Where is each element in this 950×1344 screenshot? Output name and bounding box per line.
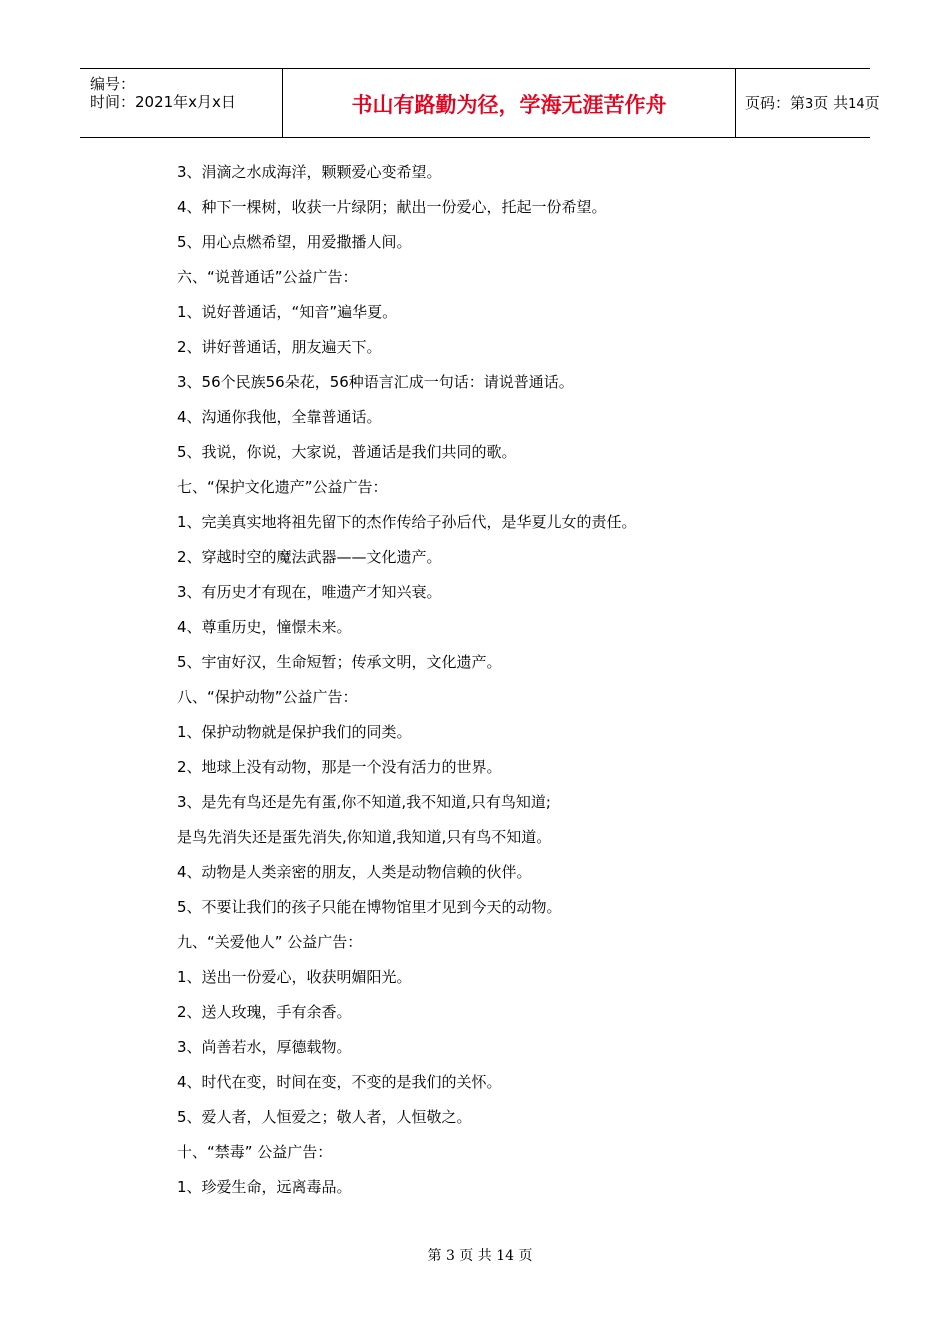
text-line: 2、地球上没有动物，那是一个没有活力的世界。: [177, 758, 502, 776]
text-line: 5、我说，你说，大家说，普通话是我们共同的歌。: [177, 443, 517, 461]
page-prefix: 页码：第: [745, 94, 806, 112]
text-line: 4、时代在变，时间在变，不变的是我们的关怀。: [177, 1073, 502, 1091]
text-line: 1、送出一份爱心，收获明媚阳光。: [177, 968, 412, 986]
section-heading: 六、“说普通话”公益广告：: [177, 268, 358, 286]
header-motto: 书山有路勤为径，学海无涯苦作舟: [351, 92, 667, 117]
section-heading: 七、“保护文化遗产”公益广告：: [177, 478, 388, 496]
header-motto-cell: [282, 69, 736, 137]
text-line: 3、涓滴之水成海洋，颗颗爱心变希望。: [177, 163, 442, 181]
page-current: 3: [805, 97, 814, 112]
header-page-cell: [735, 69, 880, 137]
page-footer: 第 3 页 共 14 页: [427, 1248, 533, 1264]
text-line: 1、说好普通话，“知音”遍华夏。: [177, 303, 398, 321]
document-body: [177, 160, 867, 1210]
text-line: 2、讲好普通话，朋友遍天下。: [177, 338, 382, 356]
text-line: 3、56个民族56朵花，56种语言汇成一句话：请说普通话。: [177, 373, 574, 391]
document-number-label: 编号：: [90, 75, 136, 93]
section-heading: 八、“保护动物”公益广告：: [177, 688, 358, 706]
text-line: 3、有历史才有现在，唯遗产才知兴衰。: [177, 583, 442, 601]
text-line: 1、完美真实地将祖先留下的杰作传给子孙后代，是华夏儿女的责任。: [177, 513, 637, 531]
text-line: 3、尚善若水，厚德载物。: [177, 1038, 352, 1056]
section-heading: 九、“关爱他人” 公益广告：: [177, 933, 363, 951]
text-line: 2、穿越时空的魔法武器——文化遗产。: [177, 548, 442, 566]
page-total: 14: [848, 97, 865, 112]
page-suffix: 页: [864, 94, 880, 112]
text-line: 4、尊重历史，憧憬未来。: [177, 618, 352, 636]
text-line: 5、爱人者，人恒爱之；敬人者，人恒敬之。: [177, 1108, 472, 1126]
header-meta-cell: [80, 69, 282, 137]
section-heading: 十、“禁毒” 公益广告：: [177, 1143, 333, 1161]
text-line: 5、不要让我们的孩子只能在博物馆里才见到今天的动物。: [177, 898, 562, 916]
text-line: 是鸟先消失还是蛋先消失,你知道,我知道,只有鸟不知道。: [177, 828, 552, 846]
text-line: 5、用心点燃希望，用爱撒播人间。: [177, 233, 412, 251]
page-header: [80, 68, 880, 138]
text-line: 2、送人玫瑰，手有余香。: [177, 1003, 352, 1021]
document-time-label: 时间：2021年x月x日: [90, 93, 236, 111]
text-line: 1、珍爱生命，远离毒品。: [177, 1178, 352, 1196]
page-mid: 页 共: [813, 94, 849, 112]
text-line: 1、保护动物就是保护我们的同类。: [177, 723, 412, 741]
text-line: 4、沟通你我他，全靠普通话。: [177, 408, 382, 426]
header-page-info: [745, 93, 880, 115]
text-line: 4、种下一棵树，收获一片绿阴；献出一份爱心，托起一份希望。: [177, 198, 607, 216]
text-line: 3、是先有鸟还是先有蛋,你不知道,我不知道,只有鸟知道;: [177, 793, 551, 811]
text-line: 4、动物是人类亲密的朋友，人类是动物信赖的伙伴。: [177, 863, 532, 881]
text-line: 5、宇宙好汉，生命短暂；传承文明，文化遗产。: [177, 653, 502, 671]
